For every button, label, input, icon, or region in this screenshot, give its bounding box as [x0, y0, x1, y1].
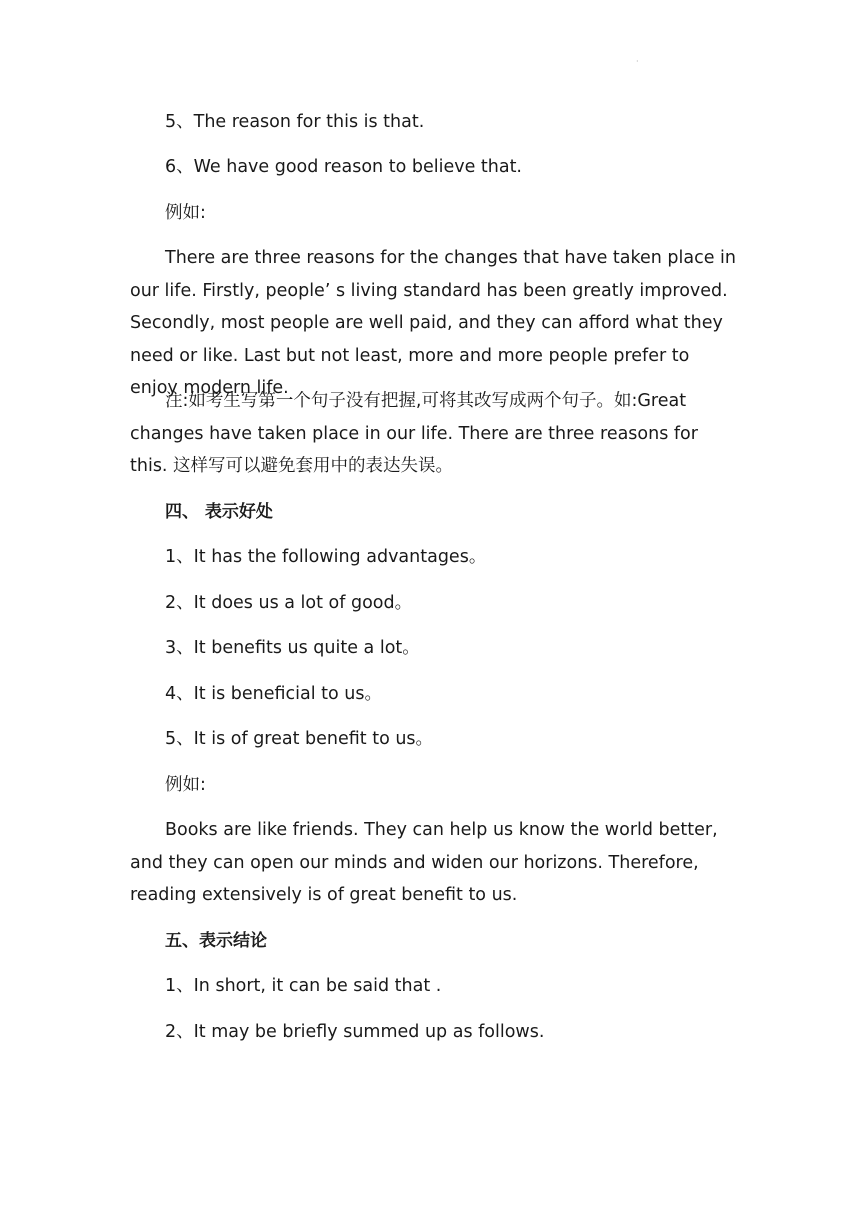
section-heading-advantages: 四、 表示好处: [165, 502, 273, 522]
example-paragraph: There are three reasons for the changes that have taken place in our life. Firstly, people’ s living standard has been greatly improved. Secondly, most people are well paid, and they can afford what they need or like. Last but not least, more and more people prefer to enjoy modern life.: [130, 248, 737, 398]
example-paragraph: Books are like friends. They can help us know the world better, and they can open our minds and widen our horizons. Therefore, reading extensively is of great benefit to us.: [130, 820, 718, 905]
phrase-item-6: 6、We have good reason to believe that.: [165, 157, 522, 177]
example-label: 例如:: [165, 203, 206, 223]
page-mark: ·: [636, 57, 639, 66]
advantage-item-2: 2、It does us a lot of good。: [165, 593, 413, 613]
example-label: 例如:: [165, 775, 206, 795]
advantage-item-5: 5、It is of great benefit to us。: [165, 729, 434, 749]
conclusion-item-2: 2、It may be briefly summed up as follows.: [165, 1022, 545, 1042]
phrase-item-5: 5、The reason for this is that.: [165, 112, 425, 132]
section-heading-conclusion: 五、表示结论: [165, 931, 267, 951]
advantage-item-3: 3、It benefits us quite a lot。: [165, 638, 420, 658]
conclusion-item-1: 1、In short, it can be said that .: [165, 976, 442, 996]
advantage-item-1: 1、It has the following advantages。: [165, 547, 487, 567]
note-paragraph: 注:如考生写第一个句子没有把握,可将其改写成两个句子。如:Great changes have taken place in our life. There are three reasons for this. 这样写可以避免套用中的表达失误。: [130, 391, 698, 476]
advantage-item-4: 4、It is beneficial to us。: [165, 684, 382, 704]
